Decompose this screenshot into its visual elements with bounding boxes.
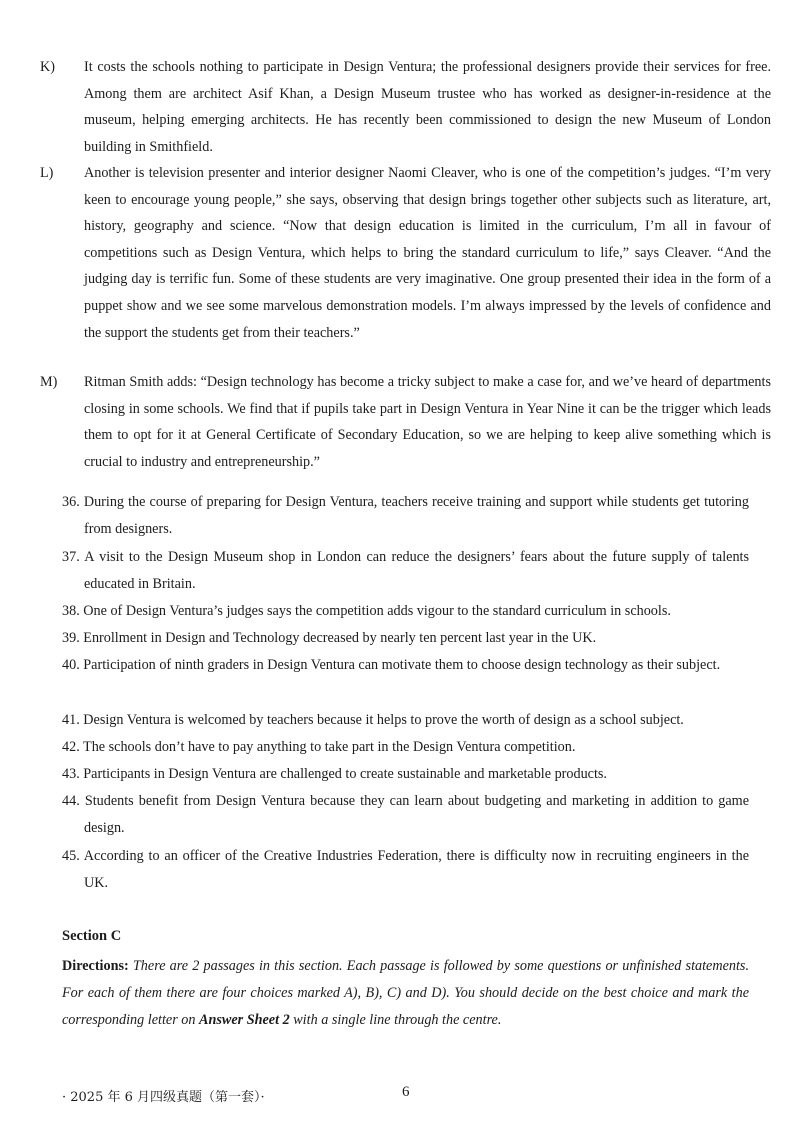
question-number: 37. bbox=[62, 549, 80, 565]
question-text: Enrollment in Design and Technology decreased by nearly ten percent last year in the UK. bbox=[83, 630, 597, 646]
question-number: 41. bbox=[62, 712, 80, 728]
paragraph-l bbox=[40, 160, 771, 346]
question-45 bbox=[62, 843, 749, 897]
paragraph-label: K) bbox=[40, 59, 55, 75]
question-42 bbox=[62, 734, 749, 761]
question-number: 42. bbox=[62, 739, 80, 755]
paragraph-m bbox=[40, 369, 771, 475]
section-title: Section C bbox=[62, 928, 122, 944]
question-43 bbox=[62, 761, 749, 788]
question-number: 36. bbox=[62, 494, 80, 510]
question-number: 44. bbox=[62, 793, 80, 809]
question-number: 40. bbox=[62, 657, 80, 673]
question-text: Participants in Design Ventura are challenged to create sustainable and marketable products. bbox=[83, 766, 607, 782]
section-directions bbox=[62, 953, 749, 1034]
footer-exam-label: · 2025 年 6 月四级真题（第一套）· bbox=[62, 1090, 265, 1105]
question-40 bbox=[62, 652, 749, 679]
directions-label: Directions: bbox=[62, 958, 129, 974]
question-text: According to an officer of the Creative Industries Federation, there is difficulty now in recruiting engineers in the UK. bbox=[83, 848, 750, 891]
question-number: 39. bbox=[62, 630, 80, 646]
paragraph-text: Ritman Smith adds: “Design technology has become a tricky subject to make a case for, and we’ve heard of departments closing in some schools. We find that if pupils take part in Design Ventura in Year Nine it can be the trigger which leads them to opt for it at General Certificate of Secondary Education, so we are helping to keep alive something which is crucial to industry and entrepreneurship.” bbox=[84, 374, 771, 470]
question-number: 45. bbox=[62, 848, 80, 864]
question-number: 38. bbox=[62, 603, 80, 619]
question-38 bbox=[62, 598, 749, 625]
directions-text: There are 2 passages in this section. Each passage is followed by some questions or unfinished statements. For each of them there are four choices marked A), B), C) and D). You should decide on the best choice and mark the corresponding letter on bbox=[62, 958, 750, 1028]
question-text: Participation of ninth graders in Design Ventura can motivate them to choose design technology as their subject. bbox=[83, 657, 721, 673]
question-text: A visit to the Design Museum shop in London can reduce the designers’ fears about the future supply of talents educated in Britain. bbox=[84, 549, 749, 592]
question-text: The schools don’t have to pay anything to take part in the Design Ventura competition. bbox=[83, 739, 576, 755]
paragraph-label: M) bbox=[40, 374, 58, 390]
question-text: Students benefit from Design Ventura because they can learn about budgeting and marketing in addition to game design. bbox=[84, 793, 750, 836]
question-text: One of Design Ventura’s judges says the competition adds vigour to the standard curriculum in schools. bbox=[83, 603, 671, 619]
paragraph-text: It costs the schools nothing to participate in Design Ventura; the professional designers provide their services for free. Among them are architect Asif Khan, a Design Museum trustee who has worked as designer-in-residence at the museum, helping emerging architects. He has recently been commissioned to design the new Museum of London building in Smithfield. bbox=[84, 59, 771, 155]
paragraph-label: L) bbox=[40, 165, 54, 181]
question-44 bbox=[62, 788, 749, 842]
question-37 bbox=[62, 544, 749, 598]
answer-sheet-label: Answer Sheet 2 bbox=[199, 1012, 290, 1028]
paragraph-text: Another is television presenter and interior designer Naomi Cleaver, who is one of the competition’s judges. “I’m very keen to encourage young people,” she says, observing that design brings together other subjects such as literature, art, history, geography and science. “Now that design education is limited in the curriculum, I’m all in favour of competitions such as Design Ventura, which helps to bring the standard curriculum to life,” says Cleaver. “And the judging day is terrific fun. Some of these students are very imaginative. One group presented their idea in the form of a puppet show and we see some marvelous demonstration models. I’m always impressed by the levels of confidence and the support the students get from their teachers.” bbox=[84, 165, 771, 341]
paragraph-k bbox=[40, 54, 771, 160]
question-number: 43. bbox=[62, 766, 80, 782]
question-41 bbox=[62, 707, 749, 734]
question-text: Design Ventura is welcomed by teachers because it helps to prove the worth of design as a school subject. bbox=[83, 712, 684, 728]
question-text: During the course of preparing for Design Ventura, teachers receive training and support while students get tutoring from designers. bbox=[83, 494, 749, 537]
question-39 bbox=[62, 625, 749, 652]
page-number: 6 bbox=[402, 1084, 410, 1100]
directions-text-end: with a single line through the centre. bbox=[293, 1012, 502, 1028]
question-36 bbox=[62, 489, 749, 543]
